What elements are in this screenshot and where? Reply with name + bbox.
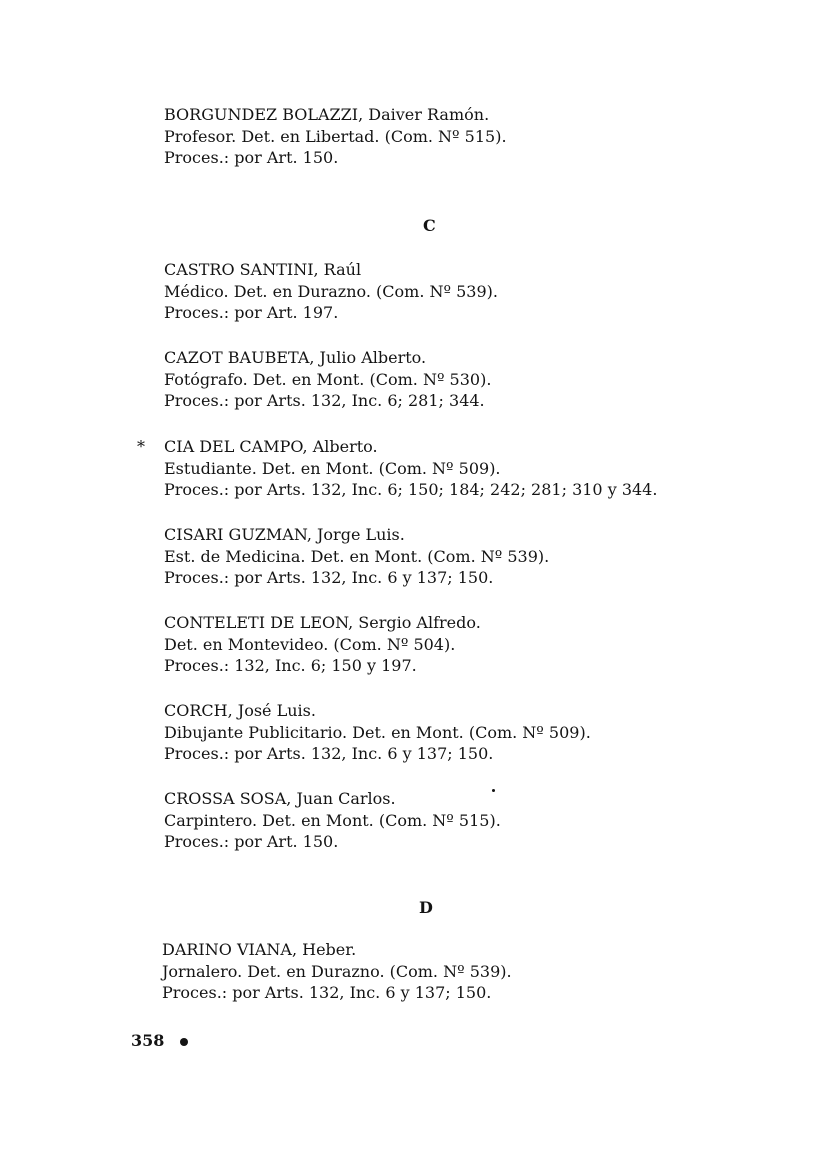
entry-name: CISARI GUZMAN, Jorge Luis. (164, 525, 405, 544)
entry-detail: Médico. Det. en Durazno. (Com. Nº 539). (164, 281, 498, 301)
page-number: 358 (131, 1031, 165, 1050)
entry-proces: Proces.: 132, Inc. 6; 150 y 197. (164, 656, 417, 675)
entry-proces: Proces.: por Arts. 132, Inc. 6; 281; 344. (164, 391, 485, 410)
entry-borgundez (164, 104, 507, 169)
entry-name: DARINO VIANA, Heber. (162, 940, 357, 959)
entry-castro-santini (164, 259, 498, 324)
asterisk-marker: * (137, 437, 145, 456)
entry-detail: Carpintero. Det. en Mont. (Com. Nº 515). (164, 810, 501, 830)
entry-detail: Estudiante. Det. en Mont. (Com. Nº 509). (164, 458, 501, 478)
entry-proces: Proces.: por Art. 150. (164, 148, 339, 167)
section-letter-d: D (419, 898, 433, 917)
entry-name: CASTRO SANTINI, Raúl (164, 260, 362, 279)
entry-corch (164, 700, 591, 765)
entry-darino-viana (162, 939, 512, 1004)
entry-crossa-sosa (164, 788, 501, 853)
entry-cazot-baubeta (164, 347, 491, 412)
entry-proces: Proces.: por Arts. 132, Inc. 6 y 137; 150. (164, 744, 494, 763)
entry-cisari-guzman (164, 524, 549, 589)
entry-proces: Proces.: por Arts. 132, Inc. 6; 150; 184; 242; 281; 310 y 344. (164, 480, 658, 499)
page-bullet (180, 1038, 188, 1046)
entry-proces: Proces.: por Art. 150. (164, 832, 339, 851)
section-letter-c: C (423, 216, 436, 235)
entry-name: CIA DEL CAMPO, Alberto. (164, 437, 378, 456)
entry-detail: Jornalero. Det. en Durazno. (Com. Nº 539). (162, 961, 512, 981)
entry-cia-del-campo (137, 436, 658, 501)
entry-name: CROSSA SOSA, Juan Carlos. (164, 789, 396, 808)
entry-name: CAZOT BAUBETA, Julio Alberto. (164, 348, 427, 367)
entry-proces: Proces.: por Arts. 132, Inc. 6 y 137; 150. (162, 983, 492, 1002)
entry-detail: Est. de Medicina. Det. en Mont. (Com. Nº 539). (164, 546, 550, 566)
entry-name: CONTELETI DE LEON, Sergio Alfredo. (164, 613, 481, 632)
entry-conteleti-de-leon (164, 612, 481, 677)
entry-detail: Fotógrafo. Det. en Mont. (Com. Nº 530). (164, 369, 492, 389)
entry-name: CORCH, José Luis. (164, 701, 316, 720)
entry-detail: Profesor. Det. en Libertad. (Com. Nº 515). (164, 126, 507, 146)
entry-proces: Proces.: por Art. 197. (164, 303, 339, 322)
entry-detail: Det. en Montevideo. (Com. Nº 504). (164, 634, 456, 654)
entry-detail: Dibujante Publicitario. Det. en Mont. (Com. Nº 509). (164, 722, 591, 742)
entry-proces: Proces.: por Arts. 132, Inc. 6 y 137; 150. (164, 568, 494, 587)
entry-name: BORGUNDEZ BOLAZZI, Daiver Ramón. (164, 105, 490, 124)
